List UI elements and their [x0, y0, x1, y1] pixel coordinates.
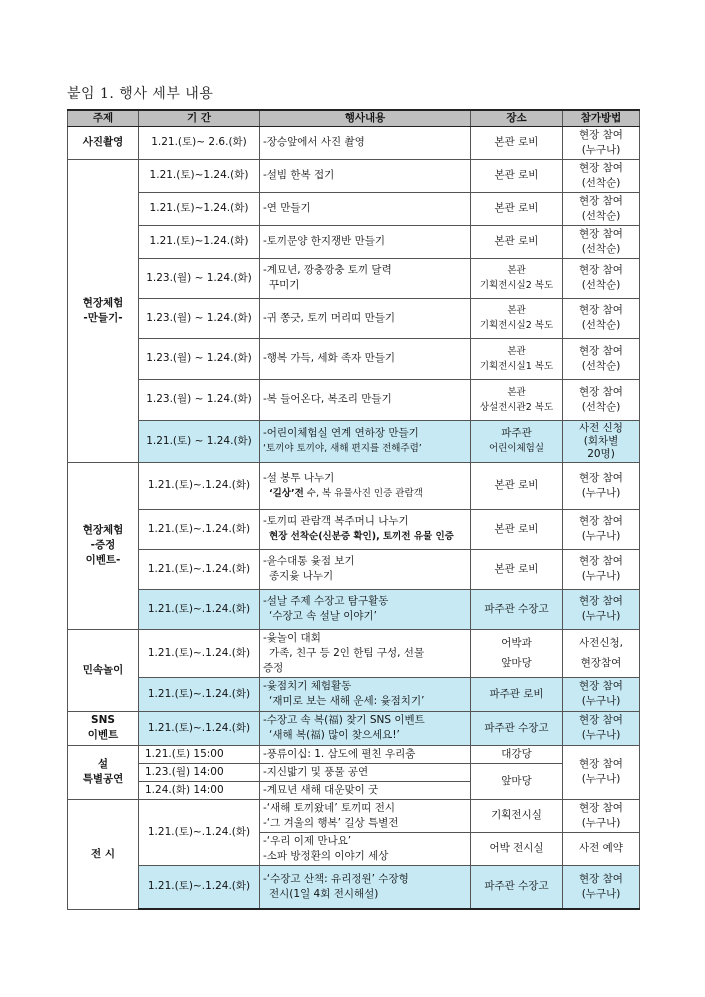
period-cell: 1.21.(토)~.1.24.(화) [139, 799, 260, 865]
header-content: 행사내용 [260, 110, 471, 126]
period-cell: 1.21.(토)~.1.24.(화) [139, 462, 260, 509]
method-cell: 현장 참여 (누구나) [563, 711, 640, 745]
content-cell: -풍류이십: 1. 삼도에 펼친 우리춤 [260, 745, 471, 763]
table-row [68, 865, 640, 909]
table-row [68, 379, 640, 420]
place-cell: 본관 로비 [471, 159, 563, 192]
period-cell: 1.21.(토)~.1.24.(화) [139, 509, 260, 549]
place-cell: 본관 로비 [471, 462, 563, 509]
content-cell: -어린이체험실 연계 연하장 만들기 ‘토끼야 토끼야, 새해 편지를 전해주렴’ [260, 420, 471, 462]
method-cell: 현장 참여 (누구나) [563, 589, 640, 629]
period-cell: 1.21.(토)~1.24.(화) [139, 225, 260, 258]
period-cell: 1.21.(토)~1.24.(화) [139, 159, 260, 192]
place-cell: 본관 로비 [471, 126, 563, 159]
table-row [68, 258, 640, 298]
period-cell: 1.23.(월) 14:00 [139, 763, 260, 781]
period-cell: 1.21.(토)~.1.24.(화) [139, 865, 260, 909]
place-cell: 본관 기획전시실2 복도 [471, 298, 563, 338]
place-cell: 대강당 [471, 745, 563, 763]
place-cell: 파주관 수장고 [471, 711, 563, 745]
period-cell: 1.21.(토) 15:00 [139, 745, 260, 763]
method-cell: 현장 참여 (선착순) [563, 338, 640, 379]
method-cell: 현장 참여 (누구나) [563, 509, 640, 549]
period-cell: 1.23.(월) ~ 1.24.(화) [139, 298, 260, 338]
method-cell: 현장 참여 (선착순) [563, 298, 640, 338]
header-category: 주제 [68, 110, 139, 126]
content-cell: -설날 주제 수장고 탐구활동 ‘수장고 속 설날 이야기’ [260, 589, 471, 629]
table-row [68, 677, 640, 711]
content-cell: -귀 쫑긋, 토끼 머리띠 만들기 [260, 298, 471, 338]
table-row [68, 338, 640, 379]
period-cell: 1.21.(토) ~ 1.24.(화) [139, 420, 260, 462]
method-cell: 현장 참여 (누구나) [563, 745, 640, 799]
table-row [68, 763, 640, 781]
table-row [68, 799, 640, 832]
content-cell: -‘우리 이제 만나요’ -소파 방정환의 이야기 세상 [260, 832, 471, 865]
table-row [68, 298, 640, 338]
table-row [68, 159, 640, 192]
method-cell: 현장 참여 (선착순) [563, 258, 640, 298]
place-cell: 본관 로비 [471, 509, 563, 549]
method-cell: 현장 참여 (선착순) [563, 379, 640, 420]
content-cell: -수장고 속 복(福) 찾기 SNS 이벤트 ‘새해 복(福) 많이 찾으세요!’ [260, 711, 471, 745]
method-cell: 현장 참여 (누구나) [563, 799, 640, 832]
place-cell: 본관 기획전시실2 복도 [471, 258, 563, 298]
table-row [68, 711, 640, 745]
place-cell: 어박과 앞마당 [471, 629, 563, 677]
table-row [68, 589, 640, 629]
content-cell: -장승앞에서 사진 촬영 [260, 126, 471, 159]
method-cell: 사전 예약 [563, 832, 640, 865]
table-row [68, 225, 640, 258]
content-cell: -지신밟기 및 풍물 공연 [260, 763, 471, 781]
category-cell: 민속놀이 [68, 629, 139, 711]
content-cell: -‘수장고 산책: 유리정원’ 수장형 전시(1일 4회 전시해설) [260, 865, 471, 909]
period-cell: 1.23.(월) ~ 1.24.(화) [139, 258, 260, 298]
place-cell: 파주관 수장고 [471, 865, 563, 909]
period-cell: 1.21.(토)~.1.24.(화) [139, 589, 260, 629]
place-cell: 본관 로비 [471, 225, 563, 258]
content-cell: -복 들어온다, 복조리 만들기 [260, 379, 471, 420]
header-method: 참가방법 [563, 110, 640, 126]
method-cell: 현장 참여 (선착순) [563, 159, 640, 192]
category-cell: SNS 이벤트 [68, 711, 139, 745]
content-cell: -연 만들기 [260, 192, 471, 225]
period-cell: 1.21.(토)~.1.24.(화) [139, 677, 260, 711]
content-cell: -계묘년, 깡충깡충 토끼 달력 꾸미기 [260, 258, 471, 298]
method-cell: 현장 참여 (선착순) [563, 225, 640, 258]
content-cell: -윤수대통 윷점 보기 종지윷 나누기 [260, 549, 471, 589]
place-cell: 파주관 수장고 [471, 589, 563, 629]
content-cell: -설 봉투 나누기 ‘길상’전 수, 복 유물사진 인증 관람객 [260, 462, 471, 509]
period-cell: 1.23.(월) ~ 1.24.(화) [139, 379, 260, 420]
category-cell: 현장체험 -만들기- [68, 159, 139, 462]
document-title: 붙임 1. 행사 세부 내용 [67, 86, 214, 102]
method-cell: 현장 참여 (누구나) [563, 677, 640, 711]
place-cell: 파주관 어린이체험실 [471, 420, 563, 462]
table-header-row [68, 110, 640, 126]
method-cell: 현장 참여 (선착순) [563, 192, 640, 225]
place-cell: 본관 기획전시실1 복도 [471, 338, 563, 379]
content-cell: -윷점치기 체험활동 ‘재미로 보는 새해 운세: 윷점치기’ [260, 677, 471, 711]
table-row [68, 549, 640, 589]
period-cell: 1.21.(토)~.1.24.(화) [139, 549, 260, 589]
table-row [68, 509, 640, 549]
place-cell: 어박 전시실 [471, 832, 563, 865]
period-cell: 1.21.(토)~.1.24.(화) [139, 629, 260, 677]
content-cell: -행복 가득, 세화 족자 만들기 [260, 338, 471, 379]
period-cell: 1.21.(토)~.1.24.(화) [139, 711, 260, 745]
method-cell: 현장 참여 (누구나) [563, 865, 640, 909]
table-row [68, 745, 640, 763]
place-cell: 앞마당 [471, 763, 563, 799]
method-cell: 사전 신청 (회차별 20명) [563, 420, 640, 462]
category-cell: 설 특별공연 [68, 745, 139, 799]
event-details-table [67, 109, 640, 910]
content-cell: -설빔 한복 접기 [260, 159, 471, 192]
table-row [68, 192, 640, 225]
content-cell: -윷놀이 대회 가족, 친구 등 2인 한팀 구성, 선물 증정 [260, 629, 471, 677]
category-cell: 현장체험 -증정 이벤트- [68, 462, 139, 629]
content-cell: -토끼띠 관람객 복주머니 나누기 현장 선착순(신분증 확인), 토끼전 유물 인증 [260, 509, 471, 549]
method-cell: 현장 참여 (누구나) [563, 462, 640, 509]
table-row [68, 462, 640, 509]
header-place: 장소 [471, 110, 563, 126]
content-cell: -토끼문양 한지쟁반 만들기 [260, 225, 471, 258]
table-row [68, 420, 640, 462]
category-cell: 사진촬영 [68, 126, 139, 159]
period-cell: 1.23.(월) ~ 1.24.(화) [139, 338, 260, 379]
period-cell: 1.21.(토)~1.24.(화) [139, 192, 260, 225]
place-cell: 파주관 로비 [471, 677, 563, 711]
period-cell: 1.21.(토)~ 2.6.(화) [139, 126, 260, 159]
table-row [68, 629, 640, 677]
place-cell: 본관 상설전시관2 복도 [471, 379, 563, 420]
content-cell: -계묘년 새해 대운맞이 굿 [260, 781, 471, 799]
method-cell: 현장 참여 (누구나) [563, 549, 640, 589]
category-cell: 전 시 [68, 799, 139, 909]
method-cell: 현장 참여 (누구나) [563, 126, 640, 159]
content-cell: -‘새해 토끼왔네’ 토끼띠 전시 -‘그 겨울의 행복’ 길상 특별전 [260, 799, 471, 832]
method-cell: 사전신청, 현장참여 [563, 629, 640, 677]
header-period: 기 간 [139, 110, 260, 126]
period-cell: 1.24.(화) 14:00 [139, 781, 260, 799]
table-row [68, 126, 640, 159]
place-cell: 본관 로비 [471, 192, 563, 225]
place-cell: 본관 로비 [471, 549, 563, 589]
place-cell: 기획전시실 [471, 799, 563, 832]
